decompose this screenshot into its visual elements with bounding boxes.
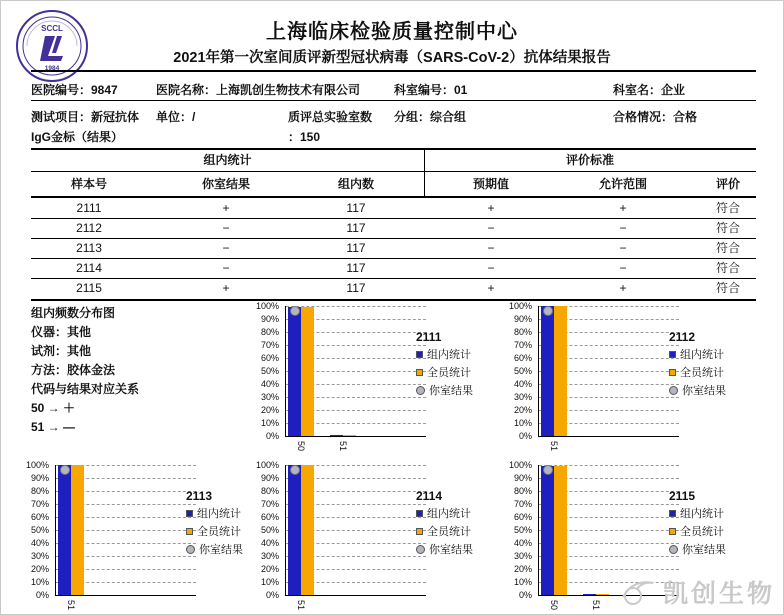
y-tick-label: 60% <box>30 512 49 522</box>
cell-group-count: 117 <box>346 221 366 235</box>
col-header-expected: 预期值 <box>472 177 509 191</box>
legend-swatch-orange <box>416 528 423 535</box>
marker-your-result <box>290 465 300 475</box>
marker-your-result <box>60 465 70 475</box>
y-tick-label: 100% <box>255 301 279 311</box>
legend-item: 你室结果 <box>669 541 779 557</box>
y-tick-label: 60% <box>260 512 279 522</box>
table-row <box>1 238 784 258</box>
col-header-evaluation: 评价 <box>715 177 740 191</box>
cell-expected: − <box>487 241 495 255</box>
legend-item: 组内统计 <box>669 505 779 521</box>
cell-allowed: − <box>619 241 627 255</box>
cell-allowed: + <box>619 201 627 215</box>
y-tick-label: 40% <box>260 538 279 548</box>
y-tick-label: 0% <box>518 590 532 600</box>
y-tick-label: 100% <box>255 460 279 470</box>
bar-group-stat <box>288 465 301 595</box>
y-tick-label: 70% <box>260 499 279 509</box>
bar-group-stat <box>541 466 554 595</box>
chart-2114 <box>251 461 501 615</box>
col-header-allowed: 允许范围 <box>598 177 647 191</box>
legend-title: 2114 <box>416 489 443 503</box>
y-tick-label: 0% <box>265 590 279 600</box>
watermark <box>619 574 775 610</box>
x-tick-label: 51 <box>66 600 76 611</box>
cell-expected: + <box>487 281 495 295</box>
y-tick-label: 50% <box>260 525 279 535</box>
y-tick-label: 50% <box>30 525 49 535</box>
legend-swatch-orange <box>669 528 676 535</box>
legend-item: 组内统计 <box>416 346 526 362</box>
group-field: 分组：综合组 <box>394 110 467 124</box>
legend-title: 2115 <box>669 489 696 503</box>
legend-swatch-blue <box>416 351 423 358</box>
y-tick-label: 50% <box>260 366 279 376</box>
cell-sample-no: 2112 <box>76 221 102 235</box>
y-tick-label: 10% <box>260 418 279 428</box>
y-tick-label: 20% <box>30 564 49 574</box>
legend-item: 全员统计 <box>669 364 779 380</box>
y-axis <box>251 460 281 600</box>
legend-swatch-orange <box>416 369 423 376</box>
legend-item: 全员统计 <box>669 523 779 539</box>
note-line: 仪器：其他 <box>31 325 92 339</box>
y-tick-label: 30% <box>513 551 532 561</box>
y-tick-label: 10% <box>513 418 532 428</box>
col-header-your-result: 你室结果 <box>201 177 250 191</box>
cell-group-count: 117 <box>346 241 366 255</box>
x-tick-label: 51 <box>296 600 306 611</box>
note-line: 50 → ＋ <box>31 401 76 415</box>
bar-global-stat <box>71 465 84 595</box>
y-tick-label: 10% <box>30 577 49 587</box>
y-tick-label: 80% <box>30 486 49 496</box>
y-tick-label: 0% <box>518 431 532 441</box>
test-item-line2: IgG金标（结果） <box>31 130 123 144</box>
hospital-no-field: 医院编号：9847 <box>31 83 118 97</box>
bar-group-stat <box>288 307 301 436</box>
bar-global-stat <box>301 465 314 595</box>
cell-expected: − <box>487 261 495 275</box>
y-tick-label: 80% <box>260 486 279 496</box>
y-tick-label: 10% <box>513 577 532 587</box>
cell-sample-no: 2111 <box>76 201 102 215</box>
y-axis <box>21 460 51 600</box>
cell-allowed: + <box>619 281 627 295</box>
table-row <box>1 218 784 238</box>
y-tick-label: 70% <box>260 340 279 350</box>
y-tick-label: 40% <box>513 538 532 548</box>
legend-swatch-blue <box>186 510 193 517</box>
bar-group-stat <box>583 594 596 595</box>
bar-group-stat <box>58 465 71 595</box>
chart-2112 <box>504 302 782 460</box>
cell-evaluation: 符合 <box>715 281 740 295</box>
y-tick-label: 40% <box>260 379 279 389</box>
y-tick-label: 30% <box>260 551 279 561</box>
plot-area <box>285 465 426 611</box>
org-title: 上海临床检验质量控制中心 <box>266 21 518 43</box>
legend-swatch-orange <box>669 369 676 376</box>
y-tick-label: 70% <box>30 499 49 509</box>
unit-field: 单位：/ <box>156 110 196 124</box>
y-tick-label: 20% <box>513 405 532 415</box>
cell-expected: + <box>487 201 495 215</box>
legend-item: 全员统计 <box>416 523 526 539</box>
dept-no-field: 科室编号：01 <box>394 83 468 97</box>
cell-sample-no: 2114 <box>76 261 102 275</box>
y-tick-label: 20% <box>513 564 532 574</box>
y-tick-label: 60% <box>260 353 279 363</box>
y-axis <box>504 460 534 600</box>
legend-item: 你室结果 <box>416 382 526 398</box>
legend-item: 你室结果 <box>186 541 296 557</box>
cell-your-result: − <box>222 261 230 275</box>
y-tick-label: 40% <box>30 538 49 548</box>
y-tick-label: 100% <box>508 460 532 470</box>
y-axis <box>251 301 281 441</box>
x-tick-label: 50 <box>549 600 559 611</box>
cell-allowed: − <box>619 221 627 235</box>
y-tick-label: 40% <box>513 379 532 389</box>
y-tick-label: 90% <box>30 473 49 483</box>
cell-allowed: − <box>619 261 627 275</box>
plot-area <box>55 465 196 611</box>
y-tick-label: 60% <box>513 512 532 522</box>
y-tick-label: 0% <box>265 431 279 441</box>
chart-legend <box>669 489 779 557</box>
cell-evaluation: 符合 <box>715 201 740 215</box>
report-title: 2021年第一次室间质评新型冠状病毒（SARS-CoV-2）抗体结果报告 <box>173 50 611 66</box>
y-tick-label: 80% <box>260 327 279 337</box>
y-tick-label: 100% <box>25 460 49 470</box>
legend-item: 全员统计 <box>416 364 526 380</box>
total-labs-line2: ：150 <box>288 130 321 144</box>
note-line: 组内频数分布图 <box>31 306 116 320</box>
table-column-header-row <box>1 174 784 194</box>
cell-your-result: + <box>222 201 230 215</box>
group-header-left: 组内统计 <box>203 153 252 167</box>
cell-expected: − <box>487 221 495 235</box>
marker-your-result <box>543 306 553 316</box>
legend-item: 全员统计 <box>186 523 296 539</box>
legend-item: 你室结果 <box>416 541 526 557</box>
y-tick-label: 50% <box>513 525 532 535</box>
qualified-field: 合格情况：合格 <box>613 110 698 124</box>
x-tick-label: 50 <box>296 441 306 452</box>
chart-2113 <box>21 461 271 615</box>
legend-item: 组内统计 <box>186 505 296 521</box>
bar-global-stat <box>554 466 567 595</box>
y-tick-label: 80% <box>513 327 532 337</box>
cell-your-result: − <box>222 241 230 255</box>
x-tick-label: 51 <box>338 441 348 452</box>
legend-title: 2113 <box>186 489 213 503</box>
cell-evaluation: 符合 <box>715 221 740 235</box>
table-group-header-row <box>1 150 784 170</box>
divider <box>31 70 756 72</box>
bar-global-stat <box>301 307 314 436</box>
cell-sample-no: 2113 <box>76 241 102 255</box>
legend-swatch-blue <box>416 510 423 517</box>
y-tick-label: 0% <box>35 590 49 600</box>
x-tick-label: 51 <box>549 441 559 452</box>
y-tick-label: 70% <box>513 340 532 350</box>
marker-your-result <box>543 465 553 475</box>
y-tick-label: 90% <box>260 473 279 483</box>
dept-name-field: 科室名：企业 <box>613 83 686 97</box>
bar-global-stat <box>554 306 567 436</box>
bar-group-stat <box>541 306 554 436</box>
group-header-right: 评价标准 <box>565 153 614 167</box>
watermark-logo-icon <box>619 577 657 607</box>
y-tick-label: 60% <box>513 353 532 363</box>
note-line: 代码与结果对应关系 <box>31 382 140 396</box>
legend-item: 组内统计 <box>416 505 526 521</box>
legend-swatch-orange <box>186 528 193 535</box>
legend-swatch-marker <box>669 545 678 554</box>
note-line: 方法：胶体金法 <box>31 363 116 377</box>
y-tick-label: 80% <box>513 486 532 496</box>
legend-swatch-marker <box>416 386 425 395</box>
table-bottom-border <box>31 299 756 301</box>
cell-group-count: 117 <box>346 201 366 215</box>
legend-swatch-marker <box>669 386 678 395</box>
table-row <box>1 278 784 298</box>
divider <box>31 100 756 101</box>
col-header-group-count: 组内数 <box>337 177 374 191</box>
legend-swatch-marker <box>186 545 195 554</box>
watermark-text: 凯创生物 <box>663 580 776 608</box>
y-tick-label: 50% <box>513 366 532 376</box>
cell-your-result: − <box>222 221 230 235</box>
table-row <box>1 198 784 218</box>
legend-swatch-marker <box>416 545 425 554</box>
cell-group-count: 117 <box>346 281 366 295</box>
col-header-sample-no: 样本号 <box>70 177 107 191</box>
hospital-name-field: 医院名称：上海凯创生物技术有限公司 <box>156 83 361 97</box>
y-axis <box>504 301 534 441</box>
bar-group-stat <box>330 435 343 436</box>
cell-your-result: + <box>222 281 230 295</box>
legend-swatch-blue <box>669 351 676 358</box>
cell-evaluation: 符合 <box>715 241 740 255</box>
cell-evaluation: 符合 <box>715 261 740 275</box>
bar-global-stat <box>596 594 609 595</box>
note-line: 试剂：其他 <box>31 344 92 358</box>
divider <box>31 171 756 172</box>
y-tick-label: 90% <box>513 314 532 324</box>
y-tick-label: 20% <box>260 405 279 415</box>
total-labs-line1: 质评总实验室数 <box>288 110 373 124</box>
y-tick-label: 30% <box>513 392 532 402</box>
plot-area <box>285 306 426 452</box>
table-row <box>1 258 784 278</box>
y-tick-label: 90% <box>260 314 279 324</box>
y-tick-label: 20% <box>260 564 279 574</box>
svg-text:SCCL: SCCL <box>41 24 63 33</box>
cell-group-count: 117 <box>346 261 366 275</box>
legend-swatch-blue <box>669 510 676 517</box>
y-tick-label: 90% <box>513 473 532 483</box>
cell-sample-no: 2115 <box>76 281 102 295</box>
y-tick-label: 70% <box>513 499 532 509</box>
legend-title: 2112 <box>669 330 696 344</box>
bar-global-stat <box>343 435 356 436</box>
y-tick-label: 10% <box>260 577 279 587</box>
y-tick-label: 30% <box>30 551 49 561</box>
legend-item: 组内统计 <box>669 346 779 362</box>
x-tick-label: 51 <box>591 600 601 611</box>
legend-item: 你室结果 <box>669 382 779 398</box>
plot-area <box>538 306 679 452</box>
y-tick-label: 100% <box>508 301 532 311</box>
chart-legend <box>669 330 779 398</box>
y-tick-label: 30% <box>260 392 279 402</box>
note-line: 51 → — <box>31 420 76 434</box>
logo-year: 1984 <box>44 65 60 72</box>
chart-2111 <box>251 302 501 460</box>
notes-block <box>31 304 139 437</box>
legend-title: 2111 <box>416 330 442 344</box>
marker-your-result <box>290 306 300 316</box>
test-item-line1: 测试项目：新冠抗体 <box>31 110 140 124</box>
